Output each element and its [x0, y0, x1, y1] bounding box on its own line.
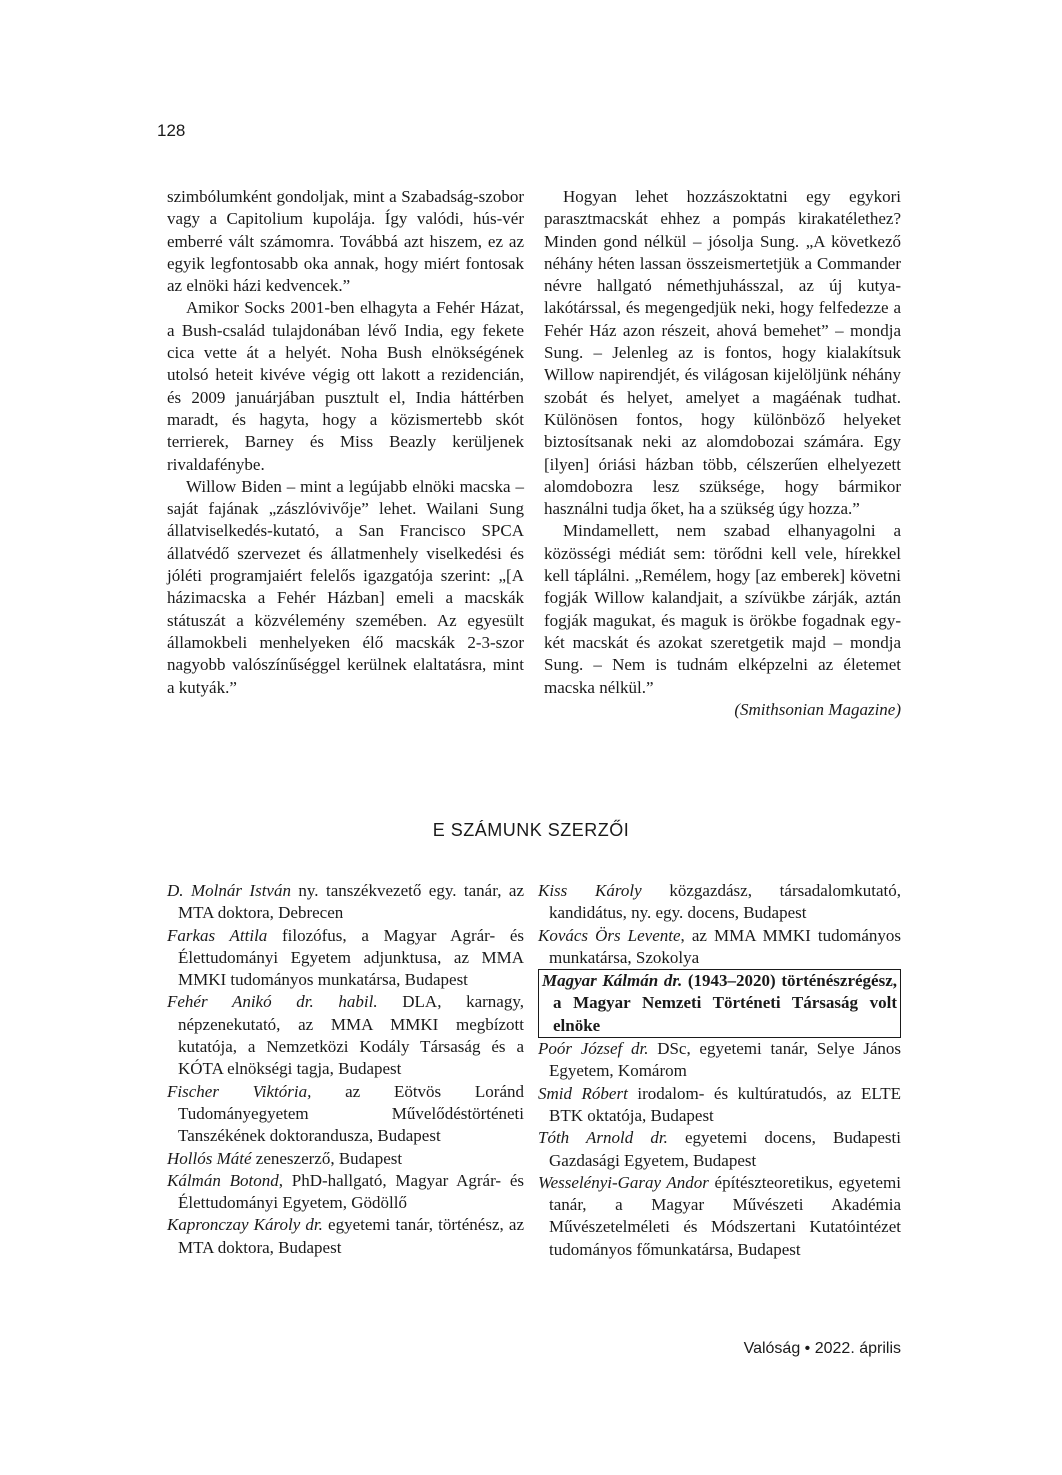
- author-entry: [167, 1170, 524, 1215]
- author-name: Fischer Viktória,: [167, 1081, 312, 1101]
- page-number: 128: [157, 121, 186, 140]
- author-name: D. Molnár István: [167, 881, 291, 900]
- author-description: egyetemi tanár, történész, az MTA doktora, Budapest: [178, 1215, 524, 1257]
- author-description: irodalom- és kultúratudós, az ELTE BTK oktatója, Budapest: [549, 1083, 901, 1125]
- author-description: (1943–2020) történészrégész, a Magyar Nemzeti Történeti Társaság volt elnöke: [553, 971, 897, 1035]
- author-description: , PhD-hallgató, Magyar Agrár- és Élettudományi Egyetem, Gödöllő: [178, 1170, 524, 1213]
- author-name: Kovács Örs Levente: [538, 925, 681, 945]
- author-name: Kiss Károly: [538, 881, 642, 900]
- author-description: DLA, karnagy, népzenekutató, az MMA MMKI megbízott kutatója, a Nemzetközi Kodály Társaság és a KÓTA elnökségi tagja, Budapest: [178, 992, 524, 1079]
- author-entry: [167, 925, 524, 992]
- author-description: egyetemi docens, Budapesti Gazdasági Egyetem, Budapest: [549, 1128, 901, 1170]
- author-name: Fehér Anikó dr. habil.: [167, 992, 378, 1012]
- article-paragraph: Mindamellett, nem szabad elhanyagolni a közösségi médiát sem: törődni kell vele, hírekkel kell táplálni. „Remélem, hogy [az emberek] követni fogják Willow kalandjait, a szívükbe zárják, aztán fogják magukat, és maguk is örökbe fogadnak egy-két macskát és azokat szeretgetik majd – mondja Sung. – Nem is tudnám elképzelni az életemet macska nélkül.”: [544, 521, 901, 697]
- author-name: Wesselényi-Garay Andor: [538, 1172, 709, 1192]
- author-description: az Eötvös Loránd Tudományegyetem Művelődéstörténeti Tanszékének doktorandusza, Budapest: [178, 1081, 524, 1146]
- author-entry: [538, 880, 901, 925]
- author-name: Tóth Arnold dr.: [538, 1128, 668, 1148]
- author-name: Poór József dr.: [538, 1039, 649, 1059]
- authors-column-right: [538, 880, 901, 1261]
- author-description: filozófus, a Magyar Agrár- és Élettudományi Egyetem adjunktusa, az MMA MMKI tudományos munkatársa, Budapest: [178, 925, 524, 990]
- author-description: zeneszerző, Budapest: [251, 1148, 403, 1168]
- article-paragraph: Hogyan lehet hozzászoktatni egy egykori parasztmacskát ehhez a pompás kirakatélethez? Minden gond nélkül – jósolja Sung. „A következő néhány héten lassan összeismertetjük a Commander névre hallgató némethjuhásszal, az új kutya-lakótárssal, és megengedjük neki, hogy felfedezze a Fehér Ház azon részeit, ahová bemehet” – mondja Sung. – Jelenleg az is fontos, hogy kialakítsuk Willow napirendjét, és világosan kijelöljünk néhány szobát és helyet, amelyet a magáénak tudhat. Különösen fontos, hogy különböző helyeket biztosítsanak neki az alomdobozai számára. Egy [ilyen] óriási házban több, célszerűen elhelyezett alomdobozra lesz szüksége, hogy bármikor használni tudja őket, ha a szükség úgy hozza.”: [544, 187, 901, 519]
- article-column-left: [167, 186, 524, 699]
- author-entry: [538, 1127, 901, 1172]
- article-body: [167, 186, 901, 746]
- author-name: Hollós Máté: [167, 1148, 252, 1168]
- author-entry-highlighted: [538, 969, 901, 1038]
- article-column-right: [544, 186, 901, 721]
- author-entry: [538, 1083, 901, 1128]
- authors-list: [167, 880, 901, 1300]
- author-entry: [167, 1214, 524, 1259]
- author-name: Kapronczay Károly dr.: [167, 1215, 323, 1235]
- author-entry: [167, 1148, 524, 1170]
- author-name: Kálmán Botond: [167, 1170, 279, 1190]
- article-source: (Smithsonian Magazine): [734, 699, 901, 719]
- author-description: , az MMA MMKI tudományos munkatársa, Szokolya: [549, 925, 901, 967]
- author-entry: [167, 880, 524, 925]
- author-description: építészteoretikus, egyetemi tanár, a Magyar Művészeti Akadémia Művészetelméleti és Módszertani Kutatóintézet tudományos főmunkatársa, Budapest: [549, 1172, 901, 1259]
- author-entry: [538, 1172, 901, 1261]
- author-name: Farkas Attila: [167, 925, 268, 945]
- author-name: Smid Róbert: [538, 1083, 628, 1103]
- author-entry: [538, 925, 901, 970]
- author-entry: [167, 991, 524, 1080]
- author-description: közgazdász, társadalomkutató, kandidátus, ny. egy. docens, Budapest: [549, 881, 902, 923]
- author-description: DSc, egyetemi tanár, Selye János Egyetem, Komárom: [549, 1039, 901, 1081]
- article-paragraph: Amikor Socks 2001-ben elhagyta a Fehér Házat, a Bush-család tulajdonában lévő India, egy fekete cica vette át a helyét. Noha Bush elnökségének utolsó heteit kivéve végig ott lakott a rezidencián, és 2009 januárjában pusztult el, India háttérben maradt, és hagyta, hogy a közismertebb skót terrierek, Barney és Miss Beazly kerüljenek rivaldafénybe.: [167, 298, 524, 474]
- authors-column-left: [167, 880, 524, 1259]
- author-entry: [167, 1081, 524, 1148]
- page-footer: Valóság • 2022. április: [743, 1340, 901, 1357]
- author-entry: [538, 1038, 901, 1083]
- article-paragraph: szimbólumként gondoljak, mint a Szabadság-szobor vagy a Capitolium kupolája. Így valódi, hús-vér emberré vált számomra. Továbbá azt hiszem, ez az egyik legfontosabb oka annak, hogy miért fontosak az elnöki házi kedvencek.”: [167, 187, 524, 296]
- article-paragraph: Willow Biden – mint a legújabb elnöki macska – saját fajának „zászlóvivője” lehet. Wailani Sung állatviselkedés-kutató, a San Francisco SPCA állatvédő szervezet és állatmenhely viselkedési és jóléti programjaiért felelős igazgatója szerint: „[A házimacska a Fehér Házban] emeli a macskák státuszát a közvélemény szemében. Az egyesült államokbeli menhelyeken élő macskák 2-3-szor nagyobb valószínűséggel kerülnek elaltatásra, mint a kutyák.”: [167, 476, 524, 697]
- author-name: Magyar Kálmán dr.: [542, 971, 683, 991]
- section-title: E SZÁMUNK SZERZŐI: [432, 820, 630, 840]
- author-description: ny. tanszékvezető egy. tanár, az MTA doktora, Debrecen: [178, 881, 524, 923]
